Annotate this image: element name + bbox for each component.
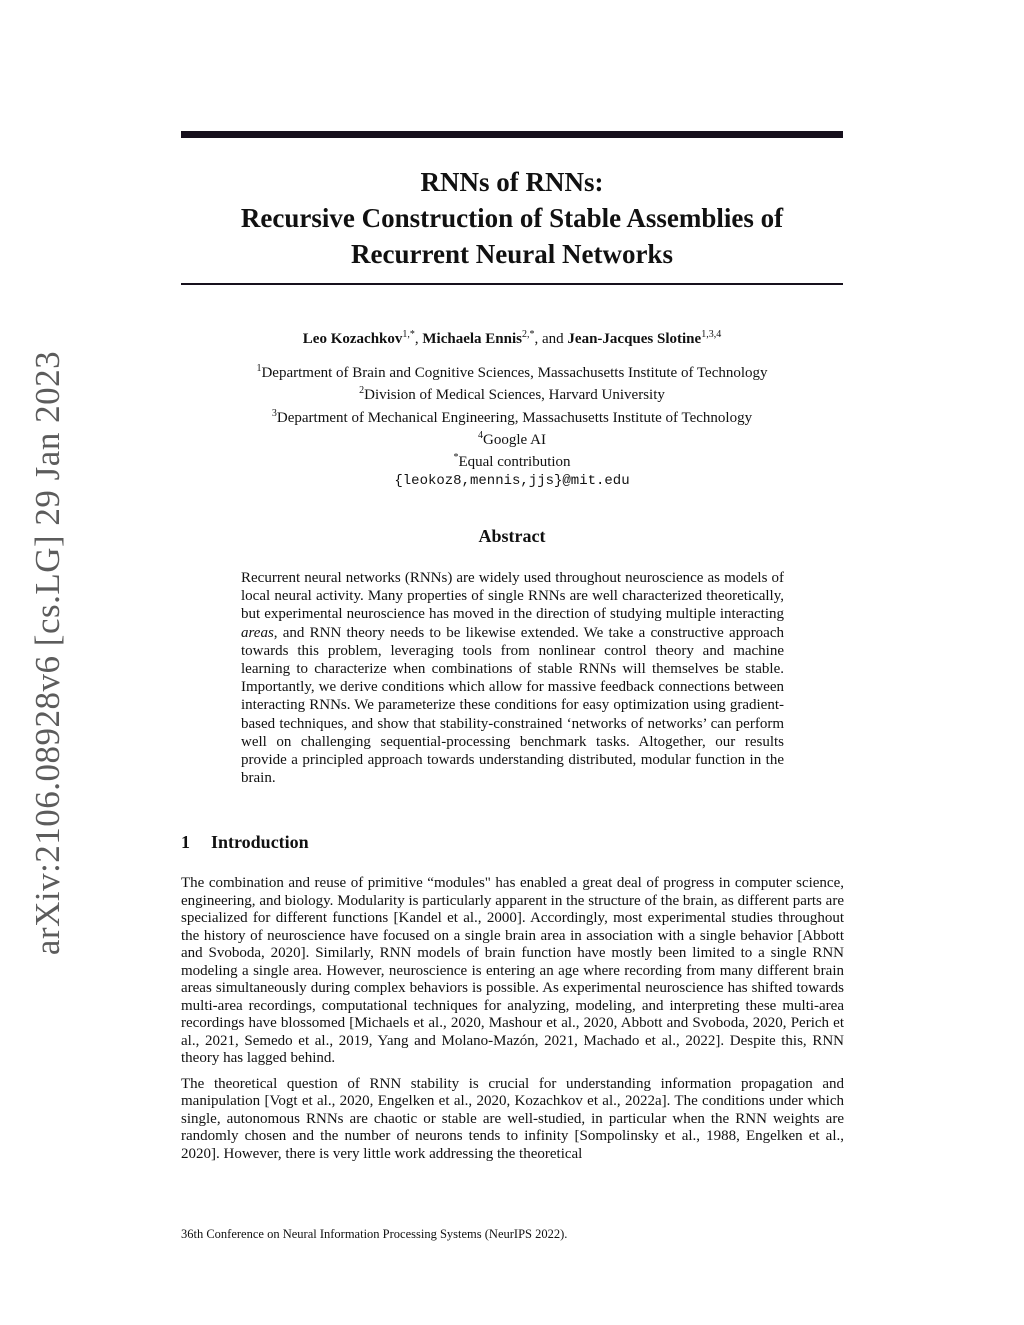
paper-title (181, 164, 843, 272)
conference-footnote: 36th Conference on Neural Information Processing Systems (NeurIPS 2022). (181, 1227, 568, 1241)
author-list (181, 325, 843, 349)
affiliation-text: Equal contribution (458, 454, 571, 471)
affiliation-text: Department of Mechanical Engineering, Massachusetts Institute of Technology (276, 409, 753, 426)
section-title: Introduction (211, 832, 309, 852)
author-name: Michaela Ennis (422, 331, 522, 347)
contact-email (181, 471, 843, 490)
title-bottom-rule (181, 283, 843, 285)
abstract-emphasis: areas (241, 624, 274, 641)
abstract-heading: Abstract (478, 526, 546, 546)
affiliation-line (181, 449, 843, 471)
affiliation-marker: * (453, 452, 459, 464)
affiliation-line (181, 427, 843, 449)
affiliation-text: Google AI (483, 431, 546, 448)
title-line-3: Recurrent Neural Networks (351, 239, 673, 269)
email-text: {leokoz8,mennis,jjs}@mit.edu (394, 473, 630, 490)
affiliation-marker: 3 (271, 407, 277, 419)
title-top-rule (181, 131, 843, 138)
title-line-2: Recursive Construction of Stable Assemblies of (240, 203, 784, 233)
author-name: Leo Kozachkov (302, 331, 403, 347)
affiliation-marker: 2 (359, 385, 365, 397)
author-affiliation-marker: 1,3,4 (701, 329, 722, 340)
author-affiliation-marker: 1,* (402, 329, 415, 340)
section-number: 1 (181, 832, 190, 852)
arxiv-stamp (28, 350, 68, 955)
affiliation-marker: 4 (478, 429, 484, 441)
author-separator: , and (534, 331, 568, 347)
intro-paragraph: The combination and reuse of primitive “modules" has enabled a great deal of progress in computer science, engineering, and biology. Modularity is particularly apparent in the structure of the brain, as different parts are specialized for different functions [Kandel et al., 2000]. Accordingly, most experimental studies throughout the history of neuroscience have focused on a single brain area in association with a single behavior [Abbott and Svoboda, 2020]. Similarly, RNN models of brain function have mostly been limited to a single RNN modeling a single area. However, neuroscience is entering an age where recording from many different brain areas simultaneously during complex behaviors is possible. As experimental neuroscience has shifted towards multi-area recordings, computational techniques for analyzing, modeling, and interpreting these multi-area recordings have blossomed [Michaels et al., 2020, Mashour et al., 2020, Abbott and Svoboda, 2020, Perich et al., 2021, Semedo et al., 2019, Yang and Molano-Mazón, 2021, Machado et al., 2022]. Despite this, RNN theory has lagged behind. (181, 875, 844, 1066)
affiliation-marker: 1 (256, 363, 262, 374)
abstract-text-after: , and RNN theory needs to be likewise extended. We take a constructive approach towards this problem, leveraging tools from nonlinear control theory and machine learning to characterize when combinations of stable RNNs will themselves be stable. Importantly, we derive conditions which allow for massive feedback connections between interacting RNNs. We parameterize these conditions for easy optimization using gradient-based techniques, and show that stability-constrained ‘networks of networks’ can perform well on challenging sequential-processing benchmark tasks. Altogether, our results provide a principled approach towards understanding distributed, modular function in the brain. (241, 624, 784, 787)
title-line-1: RNNs of RNNs: (420, 167, 604, 197)
affiliation-line (181, 382, 843, 404)
affiliation-list (181, 360, 843, 491)
abstract-body (241, 569, 784, 787)
introduction-body (181, 875, 844, 1171)
abstract-text-before: Recurrent neural networks (RNNs) are widely used throughout neuroscience as models of local neural activity. Many properties of single RNNs are well characterized theoretically, but experimental neuroscience has moved in the direction of studying multiple interacting (241, 570, 784, 623)
author-separator: , (414, 331, 423, 347)
section-heading-introduction (181, 832, 309, 853)
author-name: Jean-Jacques Slotine (567, 331, 702, 347)
author-affiliation-marker: 2,* (522, 329, 535, 340)
affiliation-text: Division of Medical Sciences, Harvard University (364, 387, 665, 404)
affiliation-text: Department of Brain and Cognitive Sciences, Massachusetts Institute of Technology (261, 365, 768, 381)
affiliation-line (181, 360, 843, 382)
affiliation-line (181, 405, 843, 427)
arxiv-stamp-text: arXiv:2106.08928v6 [cs.LG] 29 Jan 2023 (28, 350, 68, 955)
intro-paragraph: The theoretical question of RNN stability is crucial for understanding information propagation and manipulation [Vogt et al., 2020, Engelken et al., 2020, Kozachkov et al., 2022a]. The conditions under which single, autonomous RNNs are chaotic or stable are well-studied, in particular when the RNN weights are randomly chosen and the number of neurons tends to infinity [Sompolinsky et al., 1988, Engelken et al., 2020]. However, there is very little work addressing the theoretical (181, 1075, 844, 1162)
